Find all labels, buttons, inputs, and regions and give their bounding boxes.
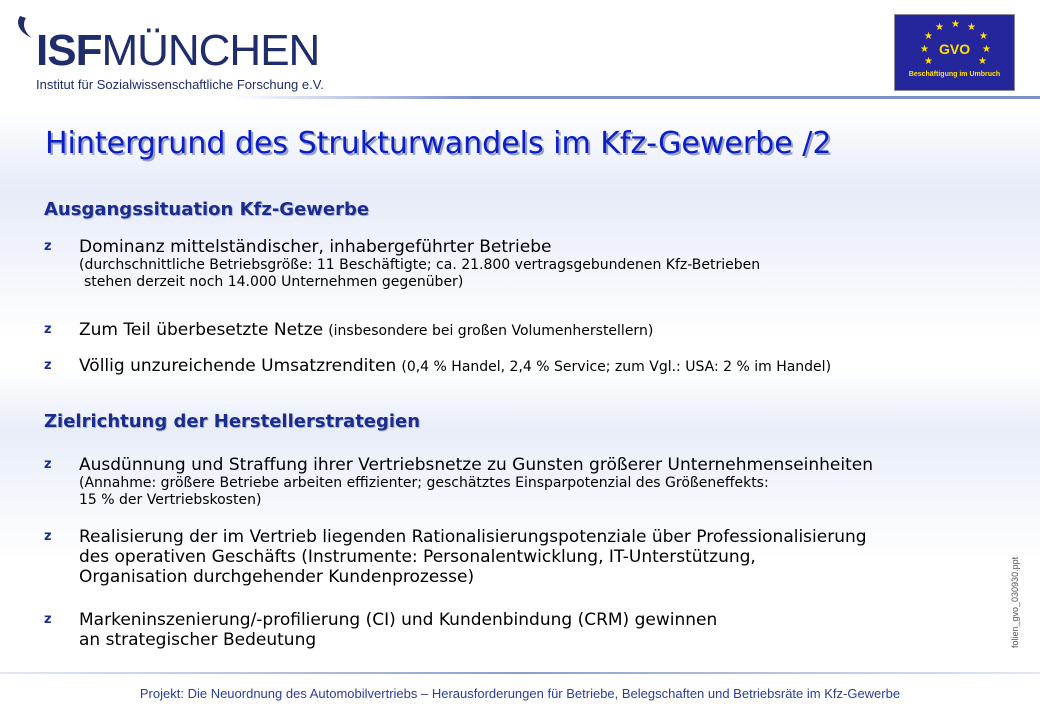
- svg-text:★: ★: [979, 31, 988, 42]
- footer-text: Projekt: Die Neuordnung des Automobilvertriebs – Herausforderungen für Betriebe, Belegschaften und Betriebsräte im Kfz-Gewerbe: [139, 686, 901, 701]
- bullet-icon: z: [44, 358, 52, 373]
- logo-wordmark: [36, 26, 319, 76]
- svg-text:★: ★: [967, 22, 976, 33]
- gvo-emblem: [894, 14, 1015, 91]
- bullet-icon: z: [44, 529, 52, 544]
- emblem-subtitle: Beschäftigung im Umbruch: [908, 71, 1001, 78]
- bullet-detail: (0,4 % Handel, 2,4 % Service; zum Vgl.: USA: 2 % im Handel): [401, 359, 832, 375]
- emblem-text: GVO: [939, 41, 971, 57]
- logo-isf: ISF: [36, 26, 102, 75]
- logo-subtitle: Institut für Sozialwissenschaftliche Forschung e.V.: [36, 77, 324, 92]
- bullet-icon: z: [44, 239, 52, 254]
- bullet-icon: z: [44, 457, 52, 472]
- svg-text:★: ★: [935, 22, 944, 33]
- bullet-line-1: Markeninszenierung/-profilierung (CI) und Kundenbindung (CRM) gewinnen: [79, 610, 718, 630]
- bullet-line-2: des operativen Geschäfts (Instrumente: Personalentwicklung, IT-Unterstützung,: [79, 547, 756, 567]
- bullet-main-text: Dominanz mittelständischer, inhabergeführter Betriebe: [79, 237, 552, 257]
- isf-logo: [14, 12, 334, 97]
- footer-divider: [0, 672, 1040, 674]
- star-ring-icon: [895, 15, 1014, 90]
- svg-text:★: ★: [924, 56, 933, 67]
- bullet-detail: (insbesondere bei großen Volumenherstellern): [328, 323, 654, 339]
- file-name-label: folien_gvo_030930.ppt: [1010, 556, 1020, 648]
- section-heading-zielrichtung: Zielrichtung der Herstellerstrategien: [44, 411, 421, 432]
- bullet-main-text: Zum Teil überbesetzte Netze: [79, 320, 324, 340]
- bullet-detail-line-1: (Annahme: größere Betriebe arbeiten effizienter; geschätztes Einsparpotenzial des Größeneffekts:: [79, 475, 769, 491]
- bullet-detail-line-2: 15 % der Vertriebskosten): [79, 492, 262, 508]
- bullet-detail-line-2: stehen derzeit noch 14.000 Unternehmen gegenüber): [84, 274, 464, 290]
- bullet-line-1: Realisierung der im Vertrieb liegenden Rationalisierungspotenziale über Professionalisierung: [79, 527, 867, 547]
- bullet-line-2: an strategischer Bedeutung: [79, 630, 317, 650]
- bullet-main-text: Völlig unzureichende Umsatzrenditen: [79, 356, 397, 376]
- logo-city: MÜNCHEN: [101, 26, 320, 75]
- header-divider: [232, 96, 1040, 99]
- svg-text:★: ★: [924, 31, 933, 42]
- bullet-detail-line-1: (durchschnittliche Betriebsgröße: 11 Beschäftigte; ca. 21.800 vertragsgebundenen Kfz-Betrieben: [79, 257, 761, 273]
- bullet-icon: z: [44, 612, 52, 627]
- bullet-icon: z: [44, 322, 52, 337]
- svg-text:★: ★: [920, 44, 929, 55]
- section-heading-ausgangssituation: Ausgangssituation Kfz-Gewerbe: [44, 199, 370, 220]
- bullet-line-3: Organisation durchgehender Kundenprozesse): [79, 567, 475, 587]
- svg-text:★: ★: [982, 44, 991, 55]
- svg-text:★: ★: [951, 19, 960, 30]
- bullet-main-text: Ausdünnung und Straffung ihrer Vertriebsnetze zu Gunsten größerer Unternehmenseinheiten: [79, 455, 874, 475]
- slide-title: Hintergrund des Strukturwandels im Kfz-Gewerbe /2: [45, 126, 832, 161]
- svg-text:★: ★: [978, 56, 987, 67]
